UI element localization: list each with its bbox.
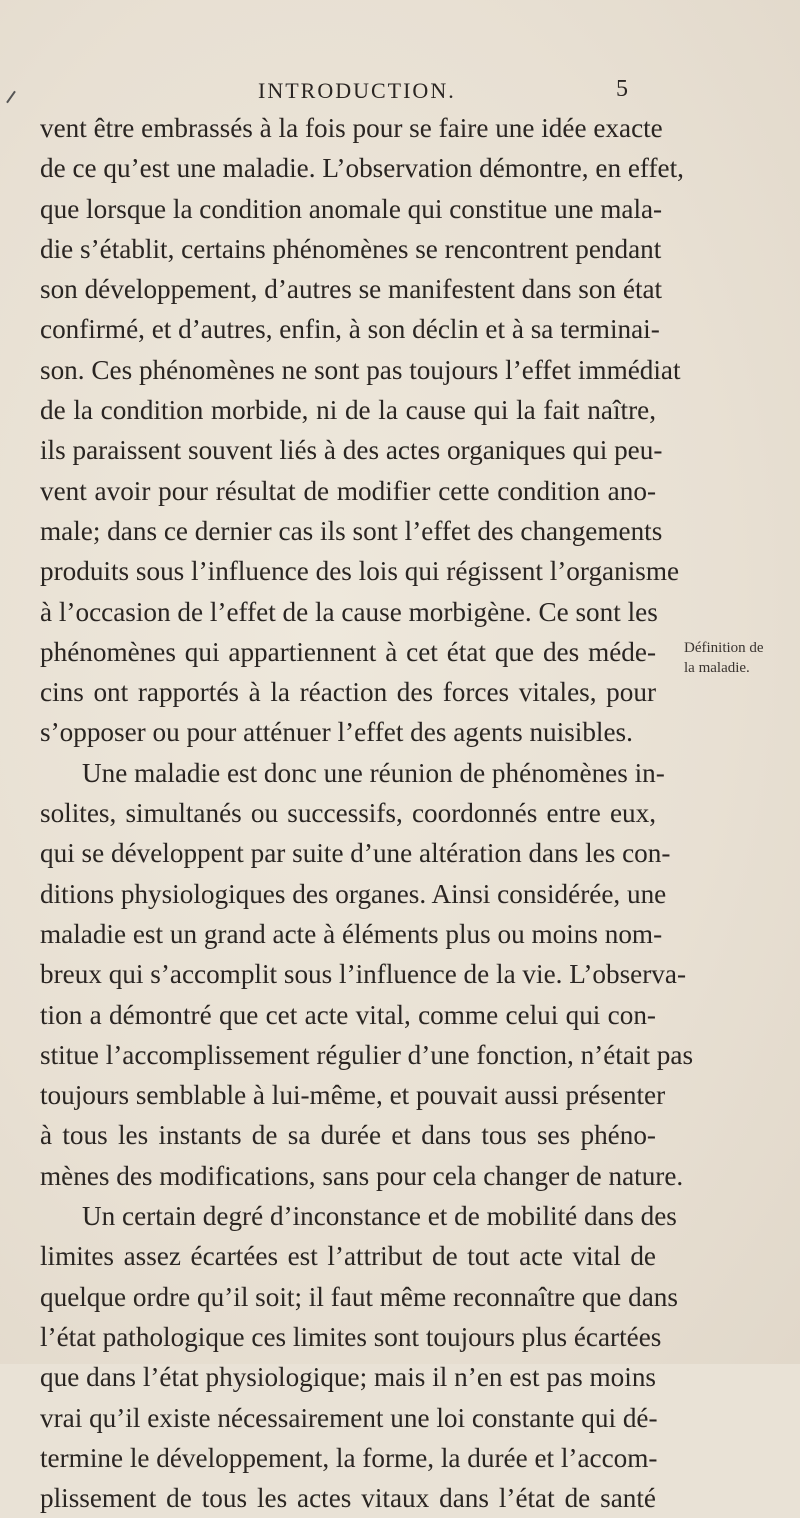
- paragraph-start: Un certain degré d’inconstance et de mobilité dans des: [82, 1201, 677, 1232]
- text-line: toujours semblable à lui-même, et pouvait aussi présenter: [40, 1080, 666, 1111]
- text-line: phénomènes qui appartiennent à cet état que des méde-: [40, 636, 656, 667]
- text-line: à l’occasion de l’effet de la cause morbigène. Ce sont les: [40, 596, 658, 627]
- text-line: vent avoir pour résultat de modifier cette condition ano-: [40, 475, 656, 506]
- text-line: son développement, d’autres se manifestent dans son état: [40, 274, 663, 305]
- text-line: solites, simultanés ou successifs, coordonnés entre eux,: [40, 798, 656, 829]
- text-line: qui se développent par suite d’une altération dans les con-: [40, 838, 671, 869]
- text-line: quelque ordre qu’il soit; il faut même reconnaître que dans: [40, 1281, 678, 1312]
- text-line: mènes des modifications, sans pour cela changer de nature.: [40, 1160, 684, 1191]
- text-line: confirmé, et d’autres, enfin, à son déclin et à sa terminai-: [40, 314, 660, 345]
- text-line: termine le développement, la forme, la durée et l’accom-: [40, 1442, 658, 1473]
- text-line: die s’établit, certains phénomènes se rencontrent pendant: [40, 233, 662, 264]
- text-line: stitue l’accomplissement régulier d’une fonction, n’était pas: [40, 1039, 694, 1070]
- page-header: [0, 78, 800, 112]
- text-line: plissement de tous les actes vitaux dans l’état de santé: [40, 1483, 656, 1514]
- text-line: ils paraissent souvent liés à des actes organiques qui peu-: [40, 435, 663, 466]
- text-line: de ce qu’est une maladie. L’observation démontre, en effet,: [40, 153, 684, 184]
- text-line: de la condition morbide, ni de la cause qui la fait naître,: [40, 395, 656, 426]
- paragraph-start: Une maladie est donc une réunion de phénomènes in-: [82, 757, 665, 788]
- text-line: que lorsque la condition anomale qui constitue une mala-: [40, 193, 663, 224]
- text-line: que dans l’état physiologique; mais il n’en est pas moins: [40, 1362, 656, 1393]
- text-line: ditions physiologiques des organes. Ainsi considérée, une: [40, 878, 667, 909]
- text-line: s’opposer ou pour atténuer l’effet des agents nuisibles.: [40, 717, 633, 748]
- margin-note-line: la maladie.: [684, 660, 750, 676]
- text-line: breux qui s’accomplit sous l’influence de la vie. L’observa-: [40, 959, 687, 990]
- margin-note: [684, 638, 800, 678]
- text-line: tion a démontré que cet acte vital, comme celui qui con-: [40, 999, 656, 1030]
- text-line: produits sous l’influence des lois qui régissent l’organisme: [40, 556, 680, 587]
- text-line: l’état pathologique ces limites sont toujours plus écartées: [40, 1321, 662, 1352]
- text-line: limites assez écartées est l’attribut de tout acte vital de: [40, 1241, 656, 1272]
- text-line: maladie est un grand acte à éléments plus ou moins nom-: [40, 918, 663, 949]
- text-line: male; dans ce dernier cas ils sont l’effet des changements: [40, 515, 663, 546]
- page-number: 5: [616, 76, 628, 102]
- text-line: vrai qu’il existe nécessairement une loi constante qui dé-: [40, 1402, 658, 1433]
- body-text: [40, 108, 694, 1518]
- running-head: INTRODUCTION.: [258, 78, 456, 103]
- text-line: vent être embrassés à la fois pour se faire une idée exacte: [40, 113, 663, 143]
- margin-note-line: Définition de: [684, 640, 764, 656]
- text-line: son. Ces phénomènes ne sont pas toujours l’effet immédiat: [40, 354, 681, 385]
- text-line: cins ont rapportés à la réaction des forces vitales, pour: [40, 677, 656, 708]
- text-line: à tous les instants de sa durée et dans tous ses phéno-: [40, 1120, 656, 1151]
